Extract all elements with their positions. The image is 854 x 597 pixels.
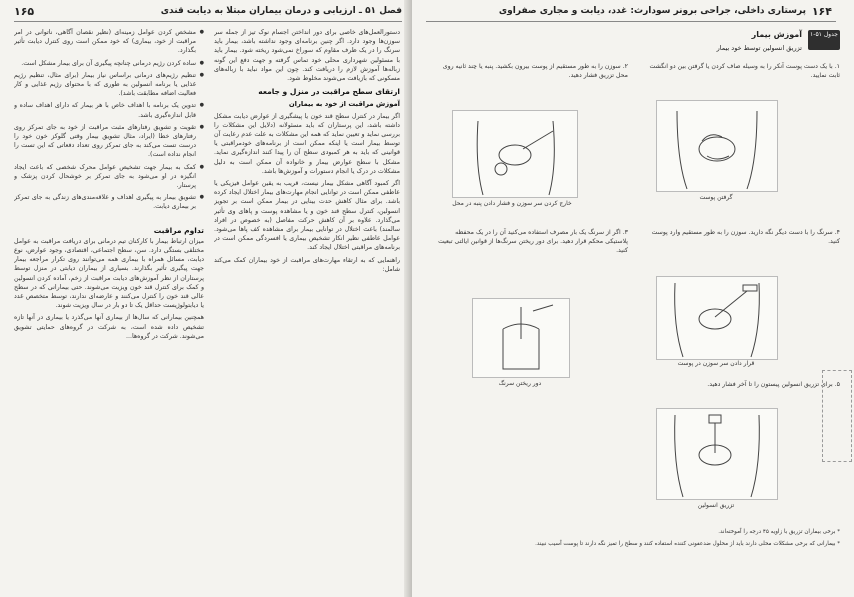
list-item: ● مشخص کردن عوامل زمینه‌ای (نظیر نقصان آگاهی، ناتوانی در امر مراقبت از خود، بیماری) که خود ممکن است روی کنترل دیابت تأثیر بگذارد. (14, 28, 204, 56)
illustration-inject-icon (657, 409, 777, 499)
section-subtitle: آموزش مراقبت از خود به بیماران (288, 100, 400, 109)
left-page (0, 0, 420, 597)
right-page-header (426, 4, 836, 22)
bullet-list (14, 28, 204, 212)
illustration-insert-icon (657, 277, 777, 359)
caption-inject: تزریق انسولین (697, 502, 735, 509)
left-page-column-right (214, 28, 400, 588)
paragraph: اگر کمبود آگاهی مشکل بیمار نیست، قریب به یقین عوامل فیزیکی یا عاطفی ممکن است در توانایی انجام مهارت‌های بیمار اختلال ایجاد کرده باشد. برای مثال کاهش حدت بینایی در بیمار ممکن است بر تجویز انسولین، کنترل سطح قند خون و یا مشاهده پوست و پاهای وی تأثیر می‌گذارد. علاوه بر آن کاهش حرکت مفاصل (به خصوص در افراد سالمند) باعث اختلال در توانایی بیمار برای مشاهده کف پاها می‌شود. عوامل عاطفی نظیر انکار تشخیص بیماری یا افسردگی ممکن است در برنامه‌های مراقبتی اختلال ایجاد کند. (214, 180, 400, 252)
list-item: ● تشویق بیمار به پیگیری اهداف و علاقه‌مندی‌های زندگی به جای تمرکز بر بیماری دیابت. (14, 193, 204, 211)
footnote-2: * بیمارانی که برخی مشکلات محلی دارند باید از محلول ضدعفونی کننده استفاده کنند و سطح را تمیز نگه دارند تا پوست آسیب نبیند. (535, 541, 840, 547)
list-item: ● کمک به بیمار جهت تشخیص عوامل محرک شخصی که باعث ایجاد انگیزه در او می‌شود به جای تمرکز بر خوشحال کردن پزشک و پرستار. (14, 163, 204, 191)
step-5: ۵. برای تزریق انسولین پیستون را تا آخر فشار دهید. (707, 381, 840, 388)
chart-tab-label: جدول ۵۱-۱ (808, 30, 840, 50)
paragraph: اگر بیمار در کنترل سطح قند خون یا پیشگیری از عوارض دیابت مشکل داشته باشد، این پرستاران که باید مسئولانه (دلایل این مشکلات را بررسی نماید و تعیین نماید که همه این مشکلات به علت عدم رعایت آن توسط بیمار است یا اینکه ممکن است از برنامه‌های خودمراقبتی یا قوانینی که باید به هر کمبودی سطح آن را پیدا کنند اندازه‌گیری نماید. مشکل با سطح عوارض بیمار و خانواده آن ممکن است به دلیل مشکلات در درک یا انجام دستورات و آموزش‌ها باشد. (214, 112, 400, 175)
list-item: ● تنظیم رژیم‌های درمانی براساس نیاز بیمار (برای مثال، تنظیم رژیم غذایی یا برنامه انسولین به طوری که با محتوای رژیم غذایی و کار فعالیت اضافه مطابقت باشد). (14, 71, 204, 99)
step-3: ۳. اگر از سرنگ یک بار مصرف استفاده می‌کنید آن را در یک محفظه پلاستیکی محکم قرار دهید. برای دور ریختن سرنگ‌ها از قوانین ایالتی تبعیت کنید. (438, 229, 628, 254)
left-header-title: فصل ۵۱ ـ ارزیابی و درمان بیماران مبتلا به دیابت قندی (160, 6, 402, 16)
left-page-column-left (14, 28, 204, 588)
right-page-number: ۱۶۴ (811, 5, 832, 18)
patient-education-title: آموزش بیمار (751, 30, 802, 39)
step-4: ۴. سرنگ را با دست دیگر نگه دارید. سوزن را به طور مستقیم وارد پوست کنید. (651, 229, 840, 245)
caption-dispose: دور ریختن سرنگ (498, 380, 542, 387)
right-page (412, 0, 854, 597)
illustration-dispose-icon (473, 299, 569, 377)
caption-pinch: گرفتن پوست (699, 194, 733, 201)
figure-withdraw-needle (452, 110, 578, 198)
step-1: ۱. با یک دست پوست آنکر را به وسیله صاف کردن یا گرفتن بین دو انگشت ثابت نمایید. (649, 63, 840, 79)
left-page-header (14, 4, 402, 22)
paragraph: همچنین بیمارانی که سال‌ها از بیماری آنها می‌گذرد یا بیماری در آنها تازه تشخیص داده شده است، به شرکت در گروه‌های حمایتی تشویق می‌شوند. شرکت در گروه‌ها... (14, 314, 204, 340)
list-item: ● تدوین یک برنامه با اهداف خاص با هر بیمار که دارای اهداف ساده و قابل اندازه‌گیری باشد. (14, 101, 204, 119)
figure-dispose-syringe (472, 298, 570, 378)
list-item: ● ساده کردن رژیم درمانی چنانچه پیگیری آن برای بیمار مشکل است. (14, 59, 204, 68)
step-2: ۲. سوزن را به طور مستقیم از پوست بیرون بکشید. پنبه یا چند ثانیه روی محل تزریق فشار دهید. (442, 63, 628, 79)
right-header-title: پرستاری داخلی، جراحی برونر سودارث: غدد، دیابت و مجاری صفراوی (498, 6, 806, 16)
section-title: ارتقای سطح مراقبت در منزل و جامعه (258, 87, 400, 97)
paragraph: میزان ارتباط بیمار با کارکنان تیم درمانی برای دریافت مراقبت به عوامل مختلفی بستگی دارد. سن، سطح اجتماعی، اقتصادی، وجود عوارض، نوع دیابت، مسائل همراه با بیماری همه می‌توانند روی تکرار مراجعه بیمار جهت پیگیری تأثیر بگذارند. بسیاری از بیماران دیابتی در منزل توسط پرستاران از نظر آموزش‌های دیابت مراقبت از زخم، آماده کردن انسولین و کمک برای کنترل قند خون ویزیت می‌شوند. حتی بیمارانی که در سطح عالی قند خون را کنترل می‌کنند و عارضه‌ای ندارند، توسط متخصص غدد یا دیابتولوژیست حداقل یک تا دو بار در سال ویزیت شوند. (14, 237, 204, 310)
illustration-pinch-icon (657, 101, 777, 191)
figure-inject-insulin (656, 408, 778, 500)
patient-education-subtitle: تزریق انسولین توسط خود بیمار (716, 44, 802, 52)
figure-insert-needle (656, 276, 778, 360)
list-item: ● تقویت و تشویق رفتارهای مثبت مراقبت از خود به جای تمرکز روی رفتارهای خطا (ایراد، مثال تشویق بیمار وقتی گلوکز خون خود را درست تست می‌کند به جای تمرکز روی تعداد دفعاتی که این تست را انجام نداده است). (14, 123, 204, 160)
left-page-number: ۱۶۵ (14, 5, 35, 18)
illustration-withdraw-icon (453, 111, 577, 197)
caption-insert: قرار دادن سر سوزن در پوست (677, 360, 755, 367)
caption-withdraw: خارج کردن سر سوزن و فشار دادن پنبه در محل (452, 200, 572, 207)
paragraph: راهنمایی که به ارتقاء مهارت‌های مراقبت از خود بیماران کمک می‌کند شامل: (214, 256, 400, 273)
subhead-followup: تداوم مراقبت (153, 225, 204, 235)
footnote-1: * برخی بیماران تزریق با زاویه ۴۵ درجه را آموخته‌اند. (718, 529, 840, 535)
handwritten-margin-note (822, 370, 852, 462)
paragraph: دستورالعمل‌های خاصی برای دور انداختن اجسام نوک تیز از جمله سر سوزن‌ها وجود دارد. اگر چنین برنامه‌ای وجود نداشته باشد، بیمار باید سرنگ را در یک ظرف مقاوم که سوراخ نمی‌شود ریخته شود. بیمار باید با مسئولین شهرداری محلی خود تماس گرفته و جهت دفع این گونه زباله‌ها آموزش لازم را دریافت کند. چون این مواد نباید با زباله‌های مسکونی که بازیافت می‌شوند مخلوط شود. (214, 29, 400, 83)
figure-pinch-skin (656, 100, 778, 192)
